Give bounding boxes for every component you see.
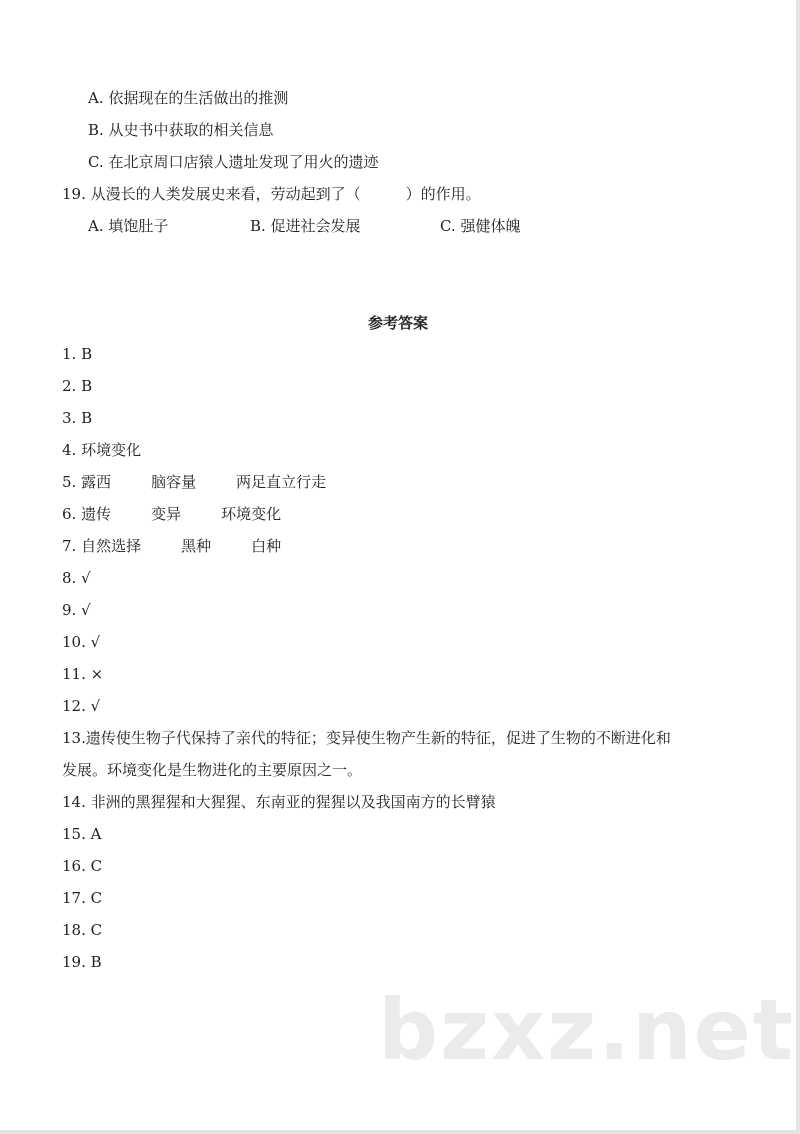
answer-7 xyxy=(62,536,281,556)
answer-13 xyxy=(62,728,671,748)
q19-stem: 19. 从漫长的人类发展史来看，劳动起到了（ ）的作用。 xyxy=(62,185,481,203)
answer-19 xyxy=(62,952,102,972)
answer-11 xyxy=(62,664,103,684)
answer-15 xyxy=(62,824,101,844)
answer-text: 环境变化 xyxy=(221,505,282,523)
answer-text: 露西 xyxy=(81,473,112,491)
answer-12 xyxy=(62,696,100,716)
q19-option-c: C. 强健体魄 xyxy=(440,217,521,235)
answer-text: B xyxy=(90,953,102,971)
answer-10 xyxy=(62,632,100,652)
answer-number: 14. xyxy=(62,793,86,811)
answer-6 xyxy=(62,504,281,524)
answer-number: 18. xyxy=(62,921,86,939)
answer-text: A xyxy=(90,825,102,843)
answer-number: 15. xyxy=(62,825,86,843)
answer-text: C xyxy=(90,889,103,907)
answer-number: 13. xyxy=(62,729,86,747)
answer-text: 遗传 xyxy=(81,505,112,523)
answer-9 xyxy=(62,600,91,620)
answer-8 xyxy=(62,568,91,588)
answer-number: 6. xyxy=(62,505,77,523)
answer-text: 自然选择 xyxy=(81,537,142,555)
check-mark: √ xyxy=(90,697,101,715)
answer-number: 7. xyxy=(62,537,77,555)
answer-number: 12. xyxy=(62,697,86,715)
page-edge-bottom xyxy=(0,1130,800,1134)
q18-option-c: C. 在北京周口店猿人遗址发现了用火的遗迹 xyxy=(88,153,379,171)
answer-text: 遗传使生物子代保持了亲代的特征；变异使生物产生新的特征，促进了生物的不断进化和 xyxy=(85,729,671,747)
answer-text: 非洲的黑猩猩和大猩猩、东南亚的猩猩以及我国南方的长臂猿 xyxy=(90,793,496,811)
answer-18 xyxy=(62,920,102,940)
answer-text: 脑容量 xyxy=(151,473,197,491)
answer-number: 3. xyxy=(62,409,77,427)
answer-16 xyxy=(62,856,102,876)
answer-number: 9. xyxy=(62,601,77,619)
answer-4 xyxy=(62,440,141,460)
page-edge-right xyxy=(796,0,800,1134)
check-mark: √ xyxy=(81,569,91,587)
check-mark: √ xyxy=(90,633,101,651)
answer-text: 环境变化 xyxy=(81,441,142,459)
answer-5 xyxy=(62,472,326,492)
answer-17 xyxy=(62,888,102,908)
q19-option-b: B. 促进社会发展 xyxy=(250,217,361,235)
answers-title: 参考答案 xyxy=(367,314,428,332)
answer-number: 4. xyxy=(62,441,77,459)
check-mark: √ xyxy=(81,601,91,619)
answer-number: 8. xyxy=(62,569,77,587)
answer-number: 10. xyxy=(62,633,86,651)
answer-text: 两足直立行走 xyxy=(236,473,327,491)
answer-number: 17. xyxy=(62,889,86,907)
answer-2 xyxy=(62,376,92,396)
answer-13-continued xyxy=(62,760,362,780)
q18-option-a: A. 依据现在的生活做出的推测 xyxy=(88,89,289,107)
answer-number: 11. xyxy=(62,665,86,683)
answer-number: 19. xyxy=(62,953,86,971)
answer-text: B xyxy=(81,409,93,427)
answer-3 xyxy=(62,408,92,428)
answer-text: B xyxy=(81,345,93,363)
q18-option-b: B. 从史书中获取的相关信息 xyxy=(88,121,274,139)
answer-number: 16. xyxy=(62,857,86,875)
cross-mark: × xyxy=(90,665,104,683)
answer-text: 白种 xyxy=(251,537,282,555)
answer-text: 发展。环境变化是生物进化的主要原因之一。 xyxy=(62,761,363,779)
answer-text: B xyxy=(81,377,93,395)
answer-text: 变异 xyxy=(151,505,182,523)
answer-text: C xyxy=(90,857,103,875)
answer-text: 黑种 xyxy=(181,537,212,555)
answer-14 xyxy=(62,792,496,812)
answer-number: 1. xyxy=(62,345,77,363)
answer-number: 5. xyxy=(62,473,77,491)
answer-text: C xyxy=(90,921,103,939)
answer-1 xyxy=(62,344,92,364)
watermark: bzxz.net xyxy=(378,981,795,1079)
q19-option-a: A. 填饱肚子 xyxy=(88,217,169,235)
answer-number: 2. xyxy=(62,377,77,395)
